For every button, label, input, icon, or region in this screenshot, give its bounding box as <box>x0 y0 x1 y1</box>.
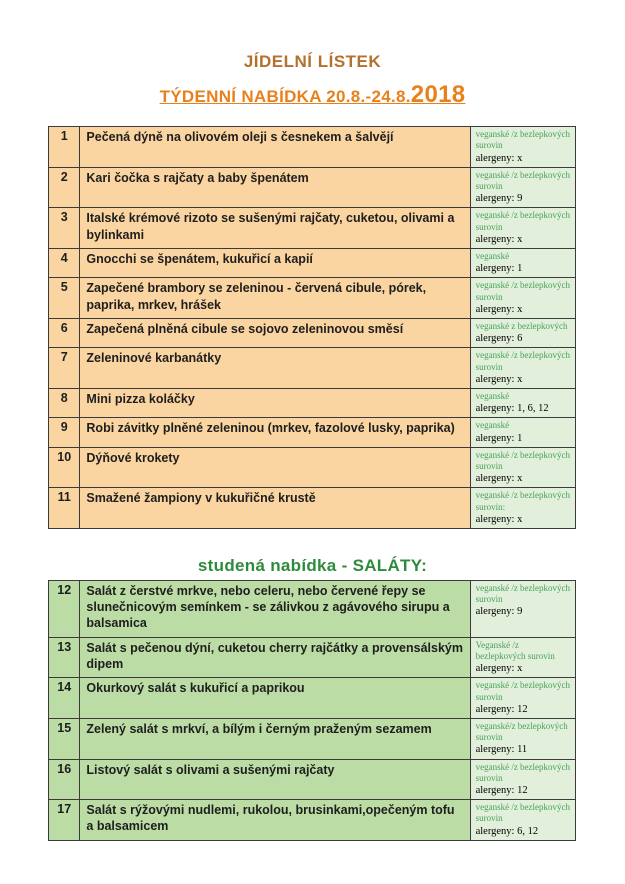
item-number: 15 <box>49 718 80 759</box>
diet-label: veganské/z bezlepkových surovin <box>475 720 568 743</box>
table-row <box>49 637 576 678</box>
item-diet-info <box>470 248 575 277</box>
item-name: Robi závitky plněné zeleninou (mrkev, fazolové lusky, paprika) <box>80 418 470 447</box>
item-diet-info <box>470 678 575 719</box>
item-number: 8 <box>49 388 80 417</box>
item-number: 13 <box>49 637 80 678</box>
hot-dishes-table <box>48 126 576 529</box>
table-row <box>49 800 576 841</box>
item-diet-info <box>470 127 575 168</box>
subtitle-text: TÝDENNÍ NABÍDKA 20.8.-24.8. <box>159 87 411 106</box>
allergens-label: alergeny: x <box>475 303 523 315</box>
diet-label: veganské /z bezlepkových surovin <box>475 582 571 605</box>
item-diet-info <box>470 488 575 529</box>
table-row <box>49 127 576 168</box>
allergens-label: alergeny: x <box>475 663 523 675</box>
diet-label: veganské /z bezlepkových surovin <box>475 449 571 471</box>
allergens-label: alergeny: x <box>475 233 523 245</box>
diet-label: veganské /z bezlepkových surovin: <box>475 490 571 512</box>
item-name: Italské krémové rizoto se sušenými rajčaty, cuketou, olivami a bylinkami <box>80 208 470 249</box>
item-name: Gnocchi se špenátem, kukuřicí a kapií <box>80 248 470 277</box>
item-name: Okurkový salát s kukuřicí a paprikou <box>80 678 470 719</box>
diet-label: veganské /z bezlepkových surovin <box>475 761 571 783</box>
allergens-label: alergeny: 12 <box>475 785 528 796</box>
diet-label: veganské /z bezlepkových surovin <box>475 802 571 824</box>
table-row <box>49 318 576 347</box>
allergens-label: alergeny: 9 <box>475 193 523 205</box>
item-diet-info <box>470 447 575 488</box>
diet-label: veganské /z bezlepkových surovin <box>475 280 571 302</box>
item-name: Zapečené brambory se zeleninou - červená cibule, pórek, paprika, mrkev, hrášek <box>80 278 470 319</box>
table-row <box>49 447 576 488</box>
item-diet-info <box>470 388 575 417</box>
item-number: 2 <box>49 167 80 208</box>
subtitle-year: 2018 <box>410 81 466 108</box>
item-diet-info <box>470 718 575 759</box>
item-number: 3 <box>49 208 80 249</box>
item-name: Zeleninové karbanátky <box>80 348 470 389</box>
document-header <box>0 0 625 109</box>
table-row <box>49 248 576 277</box>
item-number: 11 <box>49 488 80 529</box>
page-title: JÍDELNÍ LÍSTEK <box>243 52 382 71</box>
table-row <box>49 718 576 759</box>
item-name: Pečená dýně na olivovém oleji s česnekem a šalvějí <box>80 127 470 168</box>
item-name: Salát z čerstvé mrkve, nebo celeru, nebo červené řepy se slunečnicovým semínkem - se zálivkou z agávového sirupu a balsamica <box>80 580 470 637</box>
diet-label: veganské /z bezlepkových surovin <box>475 210 571 232</box>
table-row <box>49 759 576 800</box>
item-number: 17 <box>49 800 80 841</box>
allergens-label: alergeny: x <box>475 513 523 525</box>
item-number: 7 <box>49 348 80 389</box>
table-row <box>49 580 576 637</box>
item-diet-info <box>470 418 575 447</box>
allergens-label: alergeny: x <box>475 152 523 164</box>
item-name: Dýňové krokety <box>80 447 470 488</box>
table-row <box>49 208 576 249</box>
diet-label: Veganské /z bezlepkových surovin <box>475 639 555 661</box>
diet-label: veganské /z bezlepkových surovin <box>475 129 571 151</box>
table-row <box>49 278 576 319</box>
item-diet-info <box>470 208 575 249</box>
item-name: Zelený salát s mrkví, a bílým i černým praženým sezamem <box>80 718 470 759</box>
item-name: Kari čočka s rajčaty a baby špenátem <box>80 167 470 208</box>
item-name: Smažené žampiony v kukuřičné krustě <box>80 488 470 529</box>
allergens-label: alergeny: x <box>475 373 523 385</box>
table-row <box>49 488 576 529</box>
diet-label: veganské /z bezlepkových surovin <box>475 169 571 191</box>
diet-label: veganské /z bezlepkových surovin <box>475 350 571 372</box>
allergens-label: alergeny: 1 <box>475 263 523 275</box>
table-row <box>49 418 576 447</box>
diet-label: veganské /z bezlepkových surovin <box>475 680 571 702</box>
item-number: 4 <box>49 248 80 277</box>
item-name: Zapečená plněná cibule se sojovo zeleninovou směsí <box>80 318 470 347</box>
item-number: 1 <box>49 127 80 168</box>
salads-table <box>48 580 576 841</box>
salads-section-title: studená nabídka - SALÁTY: <box>197 555 428 575</box>
item-number: 14 <box>49 678 80 719</box>
allergens-label: alergeny: 6, 12 <box>475 825 539 837</box>
item-name: Salát s pečenou dýní, cuketou cherry rajčátky a provensálským dipem <box>80 637 470 678</box>
item-diet-info <box>470 759 575 800</box>
item-number: 12 <box>49 580 80 637</box>
item-name: Listový salát s olivami a sušenými rajčaty <box>80 759 470 800</box>
allergens-label: alergeny: 11 <box>475 744 528 756</box>
allergens-label: alergeny: 12 <box>475 703 528 715</box>
item-name: Salát s rýžovými nudlemi, rukolou, brusinkami,opečeným tofu a balsamicem <box>80 800 470 841</box>
item-diet-info <box>470 278 575 319</box>
item-name: Mini pizza koláčky <box>80 388 470 417</box>
diet-label: veganské z bezlepkových <box>475 320 568 331</box>
item-number: 10 <box>49 447 80 488</box>
item-number: 16 <box>49 759 80 800</box>
table-row <box>49 678 576 719</box>
item-number: 5 <box>49 278 80 319</box>
item-diet-info <box>470 167 575 208</box>
allergens-label: alergeny: 1, 6, 12 <box>475 403 549 415</box>
diet-label: veganské <box>475 250 510 261</box>
allergens-label: alergeny: x <box>475 473 523 485</box>
diet-label: veganské <box>475 420 510 431</box>
table-row <box>49 167 576 208</box>
allergens-label: alergeny: 6 <box>475 333 523 345</box>
item-number: 9 <box>49 418 80 447</box>
allergens-label: alergeny: 9 <box>475 606 523 618</box>
item-diet-info <box>470 318 575 347</box>
week-offer-subtitle <box>0 81 625 109</box>
item-diet-info <box>470 580 575 637</box>
item-diet-info <box>470 348 575 389</box>
item-number: 6 <box>49 318 80 347</box>
table-row <box>49 388 576 417</box>
diet-label: veganské <box>475 390 510 401</box>
table-row <box>49 348 576 389</box>
allergens-label: alergeny: 1 <box>475 432 523 444</box>
item-diet-info <box>470 637 575 678</box>
item-diet-info <box>470 800 575 841</box>
